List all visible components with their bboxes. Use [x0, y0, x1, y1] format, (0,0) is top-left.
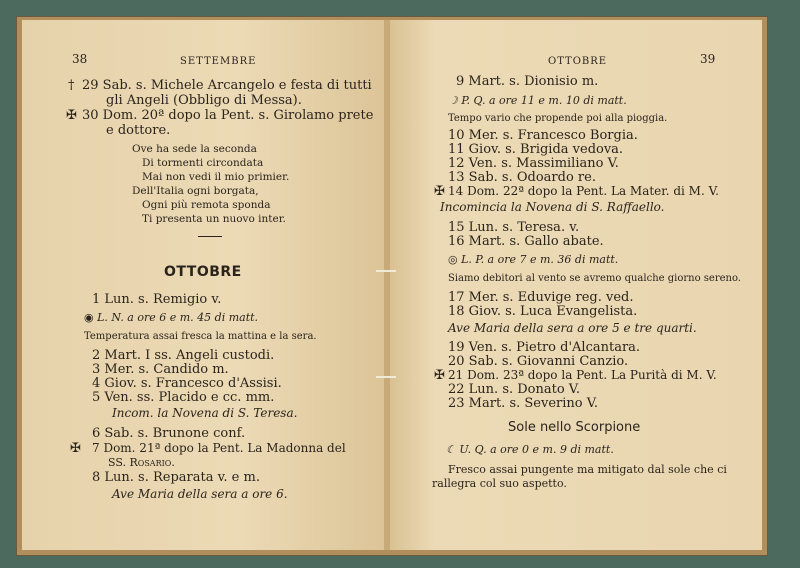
month-title: OTTOBRE: [164, 264, 242, 280]
day-entry: 4 Giov. s. Francesco d'Assisi.: [92, 376, 282, 391]
left-page-number: 38: [72, 52, 88, 66]
day-entry: 2 Mart. I ss. Angeli custodi.: [92, 348, 275, 363]
moon-phase-line: ◉ L. N. a ore 6 e m. 45 di matt.: [84, 311, 259, 324]
closing-note: Fresco assai pungente ma mitigato dal sole che ci: [448, 463, 727, 476]
novena-note: Incom. la Novena di S. Teresa.: [112, 406, 298, 420]
day-entry: 5 Ven. ss. Placido e cc. mm.: [92, 390, 275, 405]
day-entry: 21 Dom. 23ª dopo la Pent. La Purità di M. V.: [448, 368, 717, 382]
day-entry: 22 Lun. s. Donato V.: [448, 382, 581, 397]
day-entry: 19 Ven. s. Pietro d'Alcantara.: [448, 340, 641, 355]
right-page-header: OTTOBRE: [548, 56, 608, 67]
section-title: Sole nello Scorpione: [508, 420, 641, 435]
left-page: [22, 20, 384, 550]
poem-line: Ove ha sede la seconda: [132, 143, 257, 155]
cross-mark: ✠: [434, 184, 445, 199]
left-line-29: 29 Sab. s. Michele Arcangelo e festa di tutti: [82, 78, 372, 93]
day-entry: 6 Sab. s. Brunone conf.: [92, 426, 246, 441]
poem-line: Mai non vedi il mio primier.: [142, 171, 290, 183]
day-entry: 23 Mart. s. Severino V.: [448, 396, 598, 411]
day-entry: 15 Lun. s. Teresa. v.: [448, 220, 580, 235]
day-entry: 11 Giov. s. Brigida vedova.: [448, 142, 624, 157]
left-mark-30: ✠: [66, 108, 77, 123]
binding-thread: [376, 270, 396, 272]
weather-note: Temperatura assai fresca la mattina e la sera.: [84, 331, 317, 342]
moon-phase-line: ☾ U. Q. a ore 0 e m. 9 di matt.: [446, 443, 614, 456]
left-mark-29: †: [68, 78, 75, 93]
poem-line: Ogni più remota sponda: [142, 199, 271, 211]
day-entry: 9 Mart. s. Dionisio m.: [456, 74, 599, 89]
day-entry: 10 Mer. s. Francesco Borgia.: [448, 128, 638, 143]
day-entry: 18 Giov. s. Luca Evangelista.: [448, 304, 638, 319]
left-line-30-cont: e dottore.: [106, 123, 171, 138]
weather-note: Siamo debitori al vento se avremo qualche giorno sereno.: [448, 273, 741, 284]
left-line-30: 30 Dom. 20ª dopo la Pent. s. Girolamo prete: [82, 108, 374, 123]
right-page: [390, 20, 762, 550]
day-entry: 13 Sab. s. Odoardo re.: [448, 170, 596, 185]
poem-line: Ti presenta un nuovo inter.: [142, 213, 286, 225]
moon-phase-line: ☽ P. Q. a ore 11 e m. 10 di matt.: [448, 94, 627, 107]
day-entry: 12 Ven. s. Massimiliano V.: [448, 156, 619, 171]
day-entry: 17 Mer. s. Eduvige reg. ved.: [448, 290, 634, 305]
day-entry: 20 Sab. s. Giovanni Canzio.: [448, 354, 629, 369]
divider: [198, 236, 222, 237]
day-entry: 7 Dom. 21ª dopo la Pent. La Madonna del: [92, 441, 346, 455]
closing-note-cont: rallegra col suo aspetto.: [432, 477, 567, 490]
open-book: [16, 16, 768, 556]
cross-mark: ✠: [434, 368, 445, 383]
novena-note: Incomincia la Novena di S. Raffaello.: [440, 200, 665, 214]
ave-maria-note: Ave Maria della sera a ore 5 e tre quarti.: [448, 321, 697, 335]
moon-phase-line: ◎ L. P. a ore 7 e m. 36 di matt.: [448, 253, 619, 266]
poem-line: Dell'Italia ogni borgata,: [132, 185, 259, 197]
weather-note: Tempo vario che propende poi alla pioggia.: [448, 113, 668, 124]
day-entry: 1 Lun. s. Remigio v.: [92, 292, 222, 307]
day-entry: 14 Dom. 22ª dopo la Pent. La Mater. di M. V.: [448, 184, 719, 198]
left-page-header: SETTEMBRE: [180, 56, 257, 67]
poem-line: Di tormenti circondata: [142, 157, 264, 169]
day-entry: 8 Lun. s. Reparata v. e m.: [92, 470, 260, 485]
binding-thread: [376, 376, 396, 378]
cross-mark: ✠: [70, 441, 81, 456]
left-line-29-cont: gli Angeli (Obbligo di Messa).: [106, 93, 302, 108]
day-entry: 16 Mart. s. Gallo abate.: [448, 234, 604, 249]
ave-maria-note: Ave Maria della sera a ore 6.: [112, 487, 288, 501]
day-entry-cont: SS. Rosario.: [108, 456, 175, 469]
day-entry: 3 Mer. s. Candido m.: [92, 362, 229, 377]
right-page-number: 39: [700, 52, 716, 66]
